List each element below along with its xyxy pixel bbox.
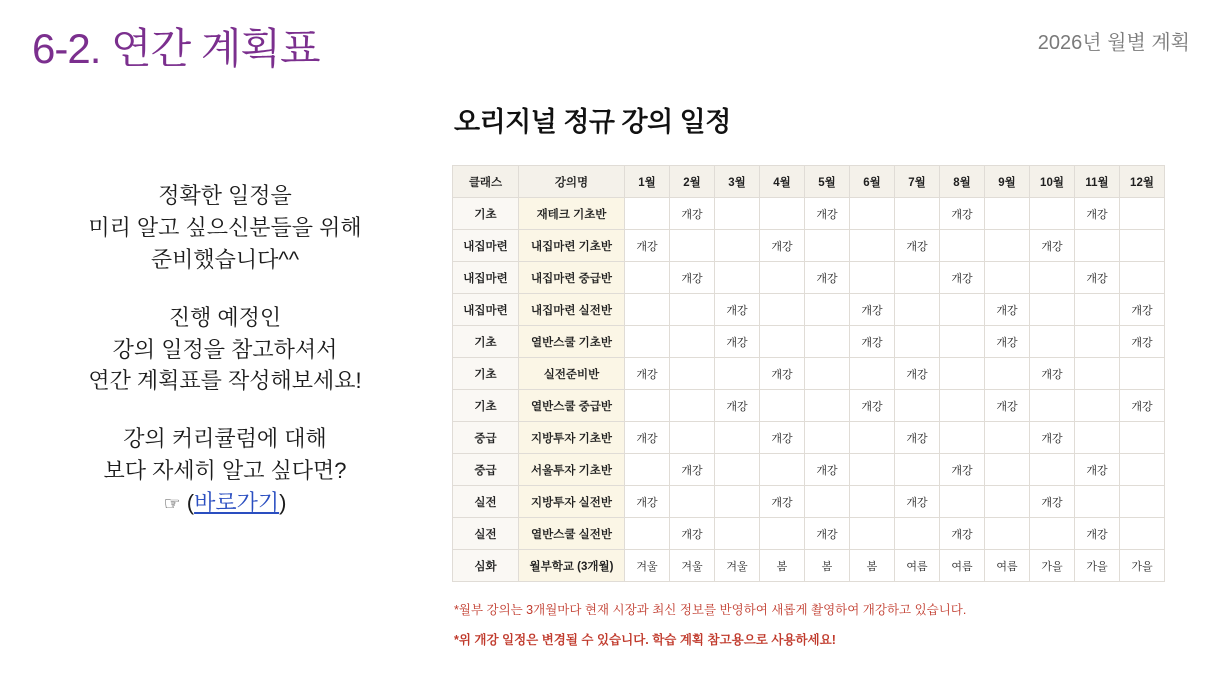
column-header-month-3: 3월: [715, 166, 760, 198]
row-month-cell: 개강: [940, 198, 985, 230]
row-month-cell: 개강: [940, 454, 985, 486]
schedule-title: 오리지널 정규 강의 일정: [454, 107, 731, 137]
column-header-month-9: 9월: [985, 166, 1030, 198]
table-header-row: [453, 166, 1165, 198]
column-header-month-5: 5월: [805, 166, 850, 198]
paragraph-2-line-3: 연간 계획표를 작성해보세요!: [88, 368, 362, 394]
row-lecture-name: 서울투자 기초반: [519, 454, 625, 486]
row-month-cell: 가을: [1075, 550, 1120, 582]
column-header-month-10: 10월: [1030, 166, 1075, 198]
row-month-cell: [625, 294, 670, 326]
row-month-cell: [940, 358, 985, 390]
row-month-cell: [895, 294, 940, 326]
row-month-cell: 개강: [760, 358, 805, 390]
row-month-cell: [805, 294, 850, 326]
row-month-cell: 여름: [940, 550, 985, 582]
row-month-cell: [760, 326, 805, 358]
row-class: 기초: [453, 326, 519, 358]
paragraph-2-line-2: 강의 일정을 참고하셔서: [112, 336, 338, 362]
row-class: 중급: [453, 454, 519, 486]
row-month-cell: 개강: [625, 358, 670, 390]
row-month-cell: 개강: [985, 294, 1030, 326]
column-header-month-11: 11월: [1075, 166, 1120, 198]
row-month-cell: 개강: [760, 486, 805, 518]
paragraph-2: [30, 302, 420, 398]
link-paren-close: ): [279, 490, 287, 516]
row-month-cell: [670, 390, 715, 422]
row-month-cell: [985, 262, 1030, 294]
row-month-cell: 개강: [1120, 390, 1165, 422]
row-month-cell: 봄: [805, 550, 850, 582]
row-month-cell: [895, 262, 940, 294]
row-lecture-name: 열반스쿨 기초반: [519, 326, 625, 358]
pointing-hand-icon: ☞: [163, 494, 181, 516]
column-header-month-8: 8월: [940, 166, 985, 198]
row-month-cell: 개강: [805, 198, 850, 230]
row-month-cell: [1075, 326, 1120, 358]
table-row: [453, 294, 1165, 326]
row-month-cell: [985, 358, 1030, 390]
row-month-cell: [805, 230, 850, 262]
column-header-class: 클래스: [453, 166, 519, 198]
row-class: 중급: [453, 422, 519, 454]
row-month-cell: [670, 326, 715, 358]
column-header-lecture: 강의명: [519, 166, 625, 198]
row-month-cell: 봄: [850, 550, 895, 582]
row-month-cell: [895, 326, 940, 358]
row-month-cell: [625, 198, 670, 230]
row-month-cell: [985, 198, 1030, 230]
row-month-cell: [760, 454, 805, 486]
row-class: 기초: [453, 358, 519, 390]
row-month-cell: [1075, 230, 1120, 262]
paragraph-1-line-3: 준비했습니다^^: [150, 246, 300, 272]
notes-block: [454, 600, 1182, 648]
note-1: *월부 강의는 3개월마다 현재 시장과 최신 정보를 반영하여 새롭게 촬영하여 개강하고 있습니다.: [454, 603, 967, 617]
row-month-cell: 개강: [985, 390, 1030, 422]
column-header-month-6: 6월: [850, 166, 895, 198]
row-month-cell: [805, 390, 850, 422]
row-month-cell: [625, 326, 670, 358]
shortcut-link[interactable]: 바로가기: [194, 490, 280, 516]
row-month-cell: 개강: [895, 486, 940, 518]
row-month-cell: [1120, 198, 1165, 230]
row-month-cell: [850, 358, 895, 390]
row-month-cell: 겨울: [670, 550, 715, 582]
row-month-cell: 개강: [760, 422, 805, 454]
table-row: [453, 326, 1165, 358]
row-month-cell: 개강: [985, 326, 1030, 358]
row-month-cell: 개강: [940, 518, 985, 550]
row-month-cell: [715, 230, 760, 262]
row-month-cell: [805, 358, 850, 390]
paragraph-1: [30, 180, 420, 276]
row-lecture-name: 내집마련 중급반: [519, 262, 625, 294]
row-month-cell: [985, 518, 1030, 550]
row-month-cell: [625, 262, 670, 294]
row-month-cell: [805, 486, 850, 518]
row-month-cell: [670, 294, 715, 326]
row-month-cell: [1120, 486, 1165, 518]
schedule-table: [452, 165, 1165, 582]
row-month-cell: [940, 230, 985, 262]
row-month-cell: 개강: [1075, 262, 1120, 294]
row-month-cell: [850, 486, 895, 518]
row-month-cell: [715, 422, 760, 454]
row-month-cell: 개강: [805, 518, 850, 550]
row-month-cell: [1030, 518, 1075, 550]
row-class: 기초: [453, 390, 519, 422]
row-month-cell: 개강: [670, 198, 715, 230]
row-month-cell: 개강: [850, 390, 895, 422]
row-month-cell: 개강: [805, 262, 850, 294]
row-month-cell: 가을: [1030, 550, 1075, 582]
row-month-cell: 여름: [895, 550, 940, 582]
column-header-month-7: 7월: [895, 166, 940, 198]
table-row: [453, 550, 1165, 582]
paragraph-3-line-2: 보다 자세히 알고 싶다면?: [103, 458, 347, 484]
table-row: [453, 262, 1165, 294]
row-lecture-name: 내집마련 실전반: [519, 294, 625, 326]
row-month-cell: [715, 486, 760, 518]
row-month-cell: 개강: [1075, 454, 1120, 486]
row-month-cell: 개강: [670, 454, 715, 486]
row-class: 기초: [453, 198, 519, 230]
row-month-cell: [1030, 198, 1075, 230]
row-month-cell: 개강: [670, 262, 715, 294]
row-class: 내집마련: [453, 230, 519, 262]
row-lecture-name: 실전준비반: [519, 358, 625, 390]
row-month-cell: 개강: [1030, 230, 1075, 262]
row-month-cell: 개강: [670, 518, 715, 550]
table-row: [453, 518, 1165, 550]
column-header-month-12: 12월: [1120, 166, 1165, 198]
column-header-month-1: 1월: [625, 166, 670, 198]
row-month-cell: [670, 358, 715, 390]
row-month-cell: [850, 198, 895, 230]
row-month-cell: 개강: [715, 390, 760, 422]
row-month-cell: [760, 294, 805, 326]
row-month-cell: [850, 422, 895, 454]
row-month-cell: 개강: [1030, 358, 1075, 390]
row-month-cell: [805, 326, 850, 358]
row-month-cell: [760, 262, 805, 294]
row-lecture-name: 내집마련 기초반: [519, 230, 625, 262]
paragraph-3: [30, 423, 420, 519]
row-month-cell: [715, 262, 760, 294]
row-month-cell: [670, 486, 715, 518]
paragraph-3-line-1: 강의 커리큘럼에 대해: [123, 426, 327, 452]
row-month-cell: 개강: [895, 422, 940, 454]
table-row: [453, 358, 1165, 390]
row-month-cell: 개강: [625, 486, 670, 518]
row-month-cell: [1030, 294, 1075, 326]
row-month-cell: [1030, 390, 1075, 422]
column-header-month-4: 4월: [760, 166, 805, 198]
row-month-cell: [940, 486, 985, 518]
row-class: 실전: [453, 486, 519, 518]
row-lecture-name: 열반스쿨 실전반: [519, 518, 625, 550]
row-month-cell: [985, 486, 1030, 518]
row-month-cell: 겨울: [625, 550, 670, 582]
row-month-cell: [625, 518, 670, 550]
row-month-cell: [895, 518, 940, 550]
row-month-cell: 개강: [1030, 486, 1075, 518]
row-month-cell: [670, 422, 715, 454]
row-month-cell: 개강: [625, 422, 670, 454]
row-month-cell: 개강: [1030, 422, 1075, 454]
row-month-cell: [1075, 294, 1120, 326]
row-month-cell: [850, 230, 895, 262]
row-month-cell: 개강: [625, 230, 670, 262]
row-month-cell: 개강: [1120, 326, 1165, 358]
row-month-cell: [1075, 358, 1120, 390]
row-month-cell: [625, 390, 670, 422]
row-month-cell: 개강: [760, 230, 805, 262]
table-row: [453, 230, 1165, 262]
row-month-cell: [715, 518, 760, 550]
row-lecture-name: 지방투자 실전반: [519, 486, 625, 518]
row-month-cell: 개강: [1075, 198, 1120, 230]
row-month-cell: [1030, 454, 1075, 486]
row-month-cell: [940, 326, 985, 358]
row-month-cell: [760, 518, 805, 550]
row-month-cell: 개강: [715, 326, 760, 358]
row-class: 내집마련: [453, 262, 519, 294]
row-month-cell: 개강: [940, 262, 985, 294]
row-month-cell: [895, 198, 940, 230]
row-class: 심화: [453, 550, 519, 582]
link-line: [164, 490, 287, 515]
row-lecture-name: 월부학교 (3개월): [519, 550, 625, 582]
row-month-cell: [985, 454, 1030, 486]
paragraph-2-line-1: 진행 예정인: [168, 304, 282, 330]
row-month-cell: [1120, 262, 1165, 294]
row-month-cell: 개강: [1075, 518, 1120, 550]
row-month-cell: [850, 454, 895, 486]
row-month-cell: [1075, 486, 1120, 518]
row-month-cell: 개강: [1120, 294, 1165, 326]
table-row: [453, 486, 1165, 518]
row-class: 실전: [453, 518, 519, 550]
paragraph-1-line-1: 정확한 일정을: [158, 183, 292, 208]
column-header-month-2: 2월: [670, 166, 715, 198]
row-month-cell: 개강: [895, 358, 940, 390]
table-row: [453, 422, 1165, 454]
row-month-cell: [670, 230, 715, 262]
row-month-cell: [850, 262, 895, 294]
row-month-cell: [985, 422, 1030, 454]
row-month-cell: [1120, 230, 1165, 262]
schedule-section: [452, 100, 1182, 660]
row-month-cell: 여름: [985, 550, 1030, 582]
row-month-cell: [1120, 358, 1165, 390]
row-month-cell: 개강: [850, 294, 895, 326]
row-month-cell: [940, 294, 985, 326]
row-month-cell: 겨울: [715, 550, 760, 582]
link-paren-open: (: [186, 490, 195, 516]
row-class: 내집마련: [453, 294, 519, 326]
row-month-cell: 개강: [850, 326, 895, 358]
row-month-cell: 가을: [1120, 550, 1165, 582]
row-month-cell: 개강: [805, 454, 850, 486]
row-month-cell: [895, 390, 940, 422]
row-month-cell: [760, 198, 805, 230]
row-month-cell: [895, 454, 940, 486]
paragraph-1-line-2: 미리 알고 싶으신분들을 위해: [88, 214, 362, 240]
slide-meta-label: 2026년 월별 계획: [1037, 32, 1190, 54]
row-month-cell: [625, 454, 670, 486]
row-month-cell: [1120, 518, 1165, 550]
row-month-cell: [715, 358, 760, 390]
row-lecture-name: 열반스쿨 중급반: [519, 390, 625, 422]
table-row: [453, 454, 1165, 486]
row-month-cell: [940, 390, 985, 422]
left-description-block: [30, 180, 420, 519]
row-month-cell: [1120, 454, 1165, 486]
row-month-cell: [1030, 326, 1075, 358]
row-month-cell: [940, 422, 985, 454]
row-month-cell: [1120, 422, 1165, 454]
note-2: *위 개강 일정은 변경될 수 있습니다. 학습 계획 참고용으로 사용하세요!: [454, 633, 836, 647]
table-row: [453, 390, 1165, 422]
row-month-cell: 개강: [895, 230, 940, 262]
row-month-cell: [805, 422, 850, 454]
row-month-cell: [1030, 262, 1075, 294]
row-month-cell: [1075, 390, 1120, 422]
page-title: 6-2. 연간 계획표: [32, 25, 320, 72]
row-month-cell: [715, 198, 760, 230]
row-month-cell: [850, 518, 895, 550]
row-month-cell: 개강: [715, 294, 760, 326]
row-lecture-name: 지방투자 기초반: [519, 422, 625, 454]
row-month-cell: [715, 454, 760, 486]
row-lecture-name: 재테크 기초반: [519, 198, 625, 230]
row-month-cell: [1075, 422, 1120, 454]
table-row: [453, 198, 1165, 230]
row-month-cell: [760, 390, 805, 422]
row-month-cell: 봄: [760, 550, 805, 582]
row-month-cell: [985, 230, 1030, 262]
